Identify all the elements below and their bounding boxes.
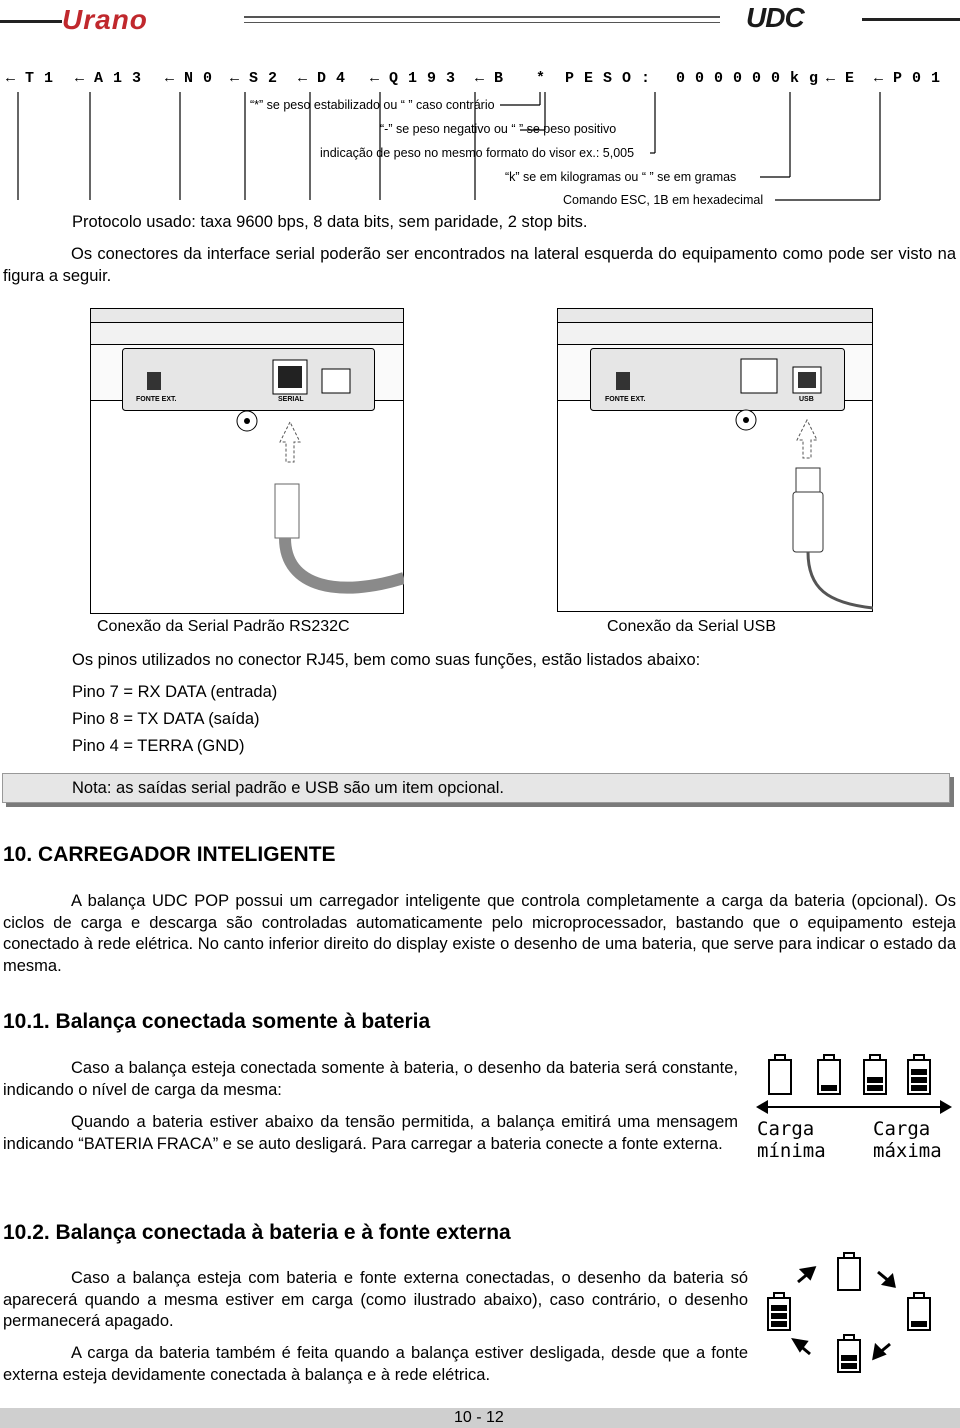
usb-fonte-label: FONTE EXT. [605, 396, 646, 403]
udc-logo: UDC [746, 2, 804, 33]
intro-line-1: Protocolo usado: taxa 9600 bps, 8 data bits, sem paridade, 2 stop bits. [72, 213, 588, 231]
protocol-note-3: indicação de peso no mesmo formato do visor ex.: 5,005 [320, 146, 635, 160]
protocol-seg-b: ← B [475, 70, 504, 87]
charging-cycle-figure [760, 1250, 940, 1380]
battery-levels-figure [756, 1052, 952, 1168]
pin-item-4: Pino 4 = TERRA (GND) [72, 737, 245, 755]
protocol-seg-n0: ← N 0 [165, 70, 213, 87]
pin-item-7: Pino 7 = RX DATA (entrada) [72, 683, 278, 701]
protocol-seg-s2: ← S 2 [230, 70, 278, 87]
figure-caption-usb: Conexão da Serial USB [607, 618, 776, 635]
page-number: 10 - 12 [454, 1409, 504, 1426]
protocol-note-5: Comando ESC, 1B em hexadecimal [563, 193, 764, 207]
header-rule-left [0, 20, 62, 23]
protocol-note-4: “k” se em kilogramas ou “ ” se em gramas [505, 170, 737, 184]
figure-serial-rs232 [90, 308, 404, 614]
section-10-body: A balança UDC POP possui um carregador inteligente que controla completamente a carga da bateria (opcional). Os ciclos de carga e descarga são controladas automaticamente pelo microprocessador, bastando que o equipamento esteja conectado à rede elétrica. No canto inferior direito do display existe o desenho de uma bateria, que serve para indicar o estado da mesma. [3, 892, 956, 975]
rs232-serial-label: SERIAL [278, 396, 304, 403]
page-header [0, 0, 960, 40]
figure-caption-rs232: Conexão da Serial Padrão RS232C [97, 618, 350, 635]
section-10-1-p1: Caso a balança esteja conectada somente à bateria, o desenho da bateria será constante, indicando o nível de carga da mesma: [3, 1059, 738, 1099]
protocol-note-1: “*” se peso estabilizado ou “ ” caso contrário [250, 98, 495, 112]
protocol-seg-e: ← E [826, 70, 855, 87]
protocol-seg-star: * [536, 70, 546, 87]
section-10-2-title: 10.2. Balança conectada à bateria e à fonte externa [3, 1221, 511, 1244]
pins-intro: Os pinos utilizados no conector RJ45, bem como suas funções, estão listados abaixo: [72, 651, 701, 669]
protocol-seg-d4: ← D 4 [298, 70, 346, 87]
protocol-seg-peso: P E S O : [565, 70, 651, 87]
rs232-fonte-label: FONTE EXT. [136, 396, 177, 403]
section-10-2-p2: A carga da bateria também é feita quando a balança estiver desligada, desde que a fonte externa esteja devidamente conectada à balança e à rede elétrica. [3, 1344, 748, 1384]
note-text: Nota: as saídas serial padrão e USB são um item opcional. [72, 779, 504, 797]
protocol-seg-weight: 0 0 0 0 0 0 k g [676, 70, 819, 87]
protocol-note-2: “-” se peso negativo ou “ ” se peso positivo [380, 122, 617, 136]
header-rule-middle-2 [244, 22, 720, 23]
protocol-seg-q193: ← Q 1 9 3 [370, 70, 456, 87]
section-10-2-p1: Caso a balança esteja com bateria e fonte externa conectadas, o desenho da bateria só aparecerá quando a mesma estiver em carga (como ilustrado abaixo), caso contrário, o desenho permanecerá apagado. [3, 1269, 748, 1330]
section-10-title: 10. CARREGADOR INTELIGENTE [3, 843, 336, 866]
header-rule-right [862, 18, 960, 21]
intro-line-2: Os conectores da interface serial poderão ser encontrados na lateral esquerda do equipamento como pode ser visto na figura a seguir. [3, 245, 956, 285]
battery-max-label: Carga máxima [873, 1118, 942, 1162]
pin-item-8: Pino 8 = TX DATA (saída) [72, 710, 260, 728]
figure-serial-usb [557, 308, 873, 612]
protocol-seg-t1: ← T 1 [6, 70, 54, 87]
protocol-diagram [0, 60, 960, 210]
section-10-1-title: 10.1. Balança conectada somente à bateria [3, 1010, 431, 1033]
section-10-1-p2: Quando a bateria estiver abaixo da tensão permitida, a balança emitirá uma mensagem indicando “BATERIA FRACA” e se auto desligará. Para carregar a bateria conecte a fonte externa. [3, 1113, 738, 1153]
usb-port-label: USB [799, 396, 814, 403]
header-rule-middle [244, 16, 720, 18]
battery-min-label: Carga mínima [757, 1118, 826, 1162]
protocol-seg-a13: ← A 1 3 [75, 70, 142, 87]
protocol-seg-p01: ← P 0 1 [874, 70, 941, 87]
urano-logo: Urano [62, 4, 148, 35]
